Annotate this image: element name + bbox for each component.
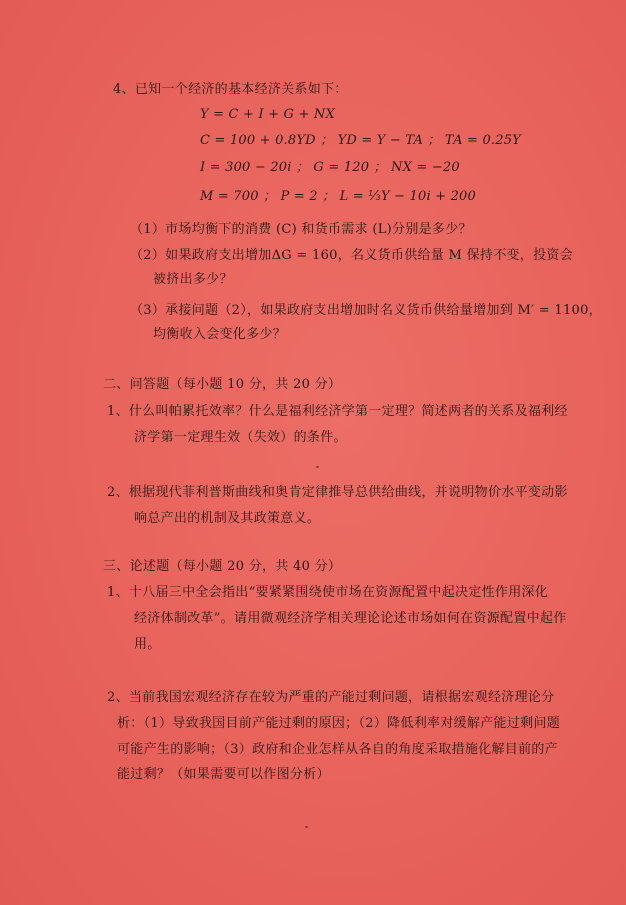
- q4-title: 4、已知一个经济的基本经济关系如下：: [113, 82, 348, 97]
- section-2-q2-line-2: 响总产出的机制及其政策意义。: [134, 511, 321, 526]
- section-3-q2-line-1: 2、当前我国宏观经济存在较为严重的产能过剩问题，请根据宏观经济理论分: [107, 690, 555, 705]
- section-3-q2-line-3: 可能产生的影响；（3）政府和企业怎样从各自的角度采取措施化解目前的产: [117, 742, 558, 757]
- q4-equation-3: I = 300 − 20i ； G = 120 ； NX = −20: [200, 160, 460, 175]
- q4-equation-2: C = 100 + 0.8YD ； YD = Y − TA ； TA = 0.25Y: [200, 133, 521, 148]
- section-2-q1-line-2: 济学第一定理生效（失效）的条件。: [134, 430, 347, 445]
- q4-sub-3-line-1: （3）承接问题（2），如果政府支出增加时名义货币供给量增加到 M′ = 1100，: [130, 303, 602, 318]
- section-3-q2-line-4: 能过剩？（如果需要可以作图分析）: [117, 767, 330, 782]
- q4-sub-2-line-2: 被挤出多少？: [153, 272, 233, 287]
- section-2-q2-line-1: 2、根据现代菲利普斯曲线和奥肯定律推导总供给曲线，并说明物价水平变动影: [107, 485, 568, 500]
- section-3-q2-line-2: 析：（1）导致我国目前产能过剩的原因；（2）降低利率对缓解产能过剩问题: [117, 716, 561, 731]
- q4-sub-3-line-2: 均衡收入会变化多少？: [153, 327, 287, 342]
- section-2-q1-line-1: 1、什么叫帕累托效率？什么是福利经济学第一定理？简述两者的关系及福利经: [107, 404, 568, 419]
- q4-equation-1: Y = C + I + G + NX: [200, 107, 335, 122]
- q4-sub-1: （1）市场均衡下的消费 (C) 和货币需求 (L)分别是多少？: [130, 222, 472, 237]
- scan-speck: [305, 826, 308, 828]
- section-3-heading: 三、论述题（每小题 20 分，共 40 分）: [103, 559, 342, 574]
- section-3-q1-line-3: 用。: [134, 637, 161, 652]
- section-3-q1-line-2: 经济体制改革”。请用微观经济学相关理论论述市场如何在资源配置中起作: [134, 611, 567, 626]
- section-3-q1-line-1: 1、十八届三中全会指出“要紧紧围绕使市场在资源配置中起决定性作用深化: [107, 585, 549, 600]
- q4-sub-2-line-1: （2）如果政府支出增加ΔG = 160，名义货币供给量 M 保持不变，投资会: [130, 248, 573, 263]
- section-2-heading: 二、问答题（每小题 10 分，共 20 分）: [103, 377, 342, 392]
- scan-speck: [316, 466, 319, 468]
- q4-equation-4: M = 700 ； P = 2 ； L = ⅓Y − 10i + 200: [200, 189, 476, 204]
